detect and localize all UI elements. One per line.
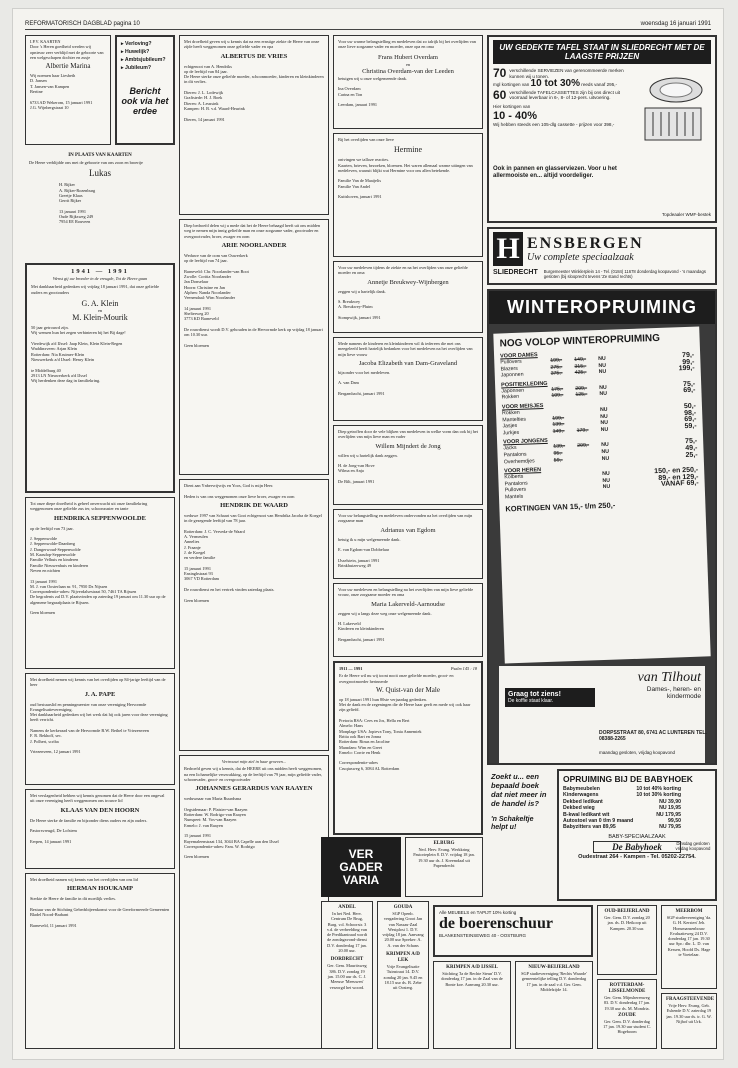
notice-name: HENDRIKA SEPPENWOOLDE <box>54 514 146 522</box>
tafel-line-3: verschillende TAFELCASSETTES zijn bij ons direct uit voorraad leverbaar in 6-, 8- of 12-pers. uitvoering. <box>509 89 620 101</box>
notice-name-2: M. Klein-Mourik <box>72 313 128 323</box>
obituary-de-vries <box>179 35 329 215</box>
notice-text: Diep bedroefd delen wij u mede dat het de Heere behaagd heeft uit ons midden weg te nemen mijn innig geliefde man en onze zorgzame vader, grootvader en overgrootvader, broer, zwager en oom <box>184 223 321 239</box>
item-new-price: 89,- en 129,- <box>658 473 699 482</box>
item-price: NU 39,90 <box>659 798 681 805</box>
notice-name: JOHANNES GERARDUS VAN RAAYEN <box>195 785 313 793</box>
notice-name: Albertie Marina <box>45 62 91 71</box>
meeting-title: GOUDA <box>393 905 413 910</box>
obituary-van-raayen <box>179 755 329 1049</box>
meeting-notice <box>321 901 373 1049</box>
meeting-title: NIEUW-BEIJERLAND <box>528 965 580 970</box>
item-new-price: 50,- <box>683 402 697 411</box>
item-label: Kinderwagens <box>563 792 599 799</box>
header-left: REFORMATORISCH DAGBLAD pagina 10 <box>25 21 140 27</box>
item-old-price-2: 125,- <box>575 391 588 399</box>
notice-tail: 50 jaar getrouwd zijn. Wij wensen hun het zegen verbinteren bij het Bij dage! Vierdewijk a/d IJssel: Jaap Klein, Klein Klein-Regen Waddinxveen: Arjan Klein Rotterdam: Nia Kruimer-Klein Nieuwerkerk a/d IJssel: Henry Klein te Middelburg 40 2913 LN Nieuwerkerk a/d IJssel Wij herdenken deze dag in familiekring. <box>31 325 126 384</box>
item-price: NU 19,95 <box>659 805 681 812</box>
item-new-price: 69,- <box>684 415 697 424</box>
birth-notice-albertie <box>25 35 111 145</box>
notice-and: en <box>405 61 411 67</box>
item-nu: NU <box>600 426 609 433</box>
notice-and: en <box>97 307 103 313</box>
anniversary-years: 1911 — 1991 <box>339 666 363 671</box>
meeting-title: MEERBOM <box>675 909 703 914</box>
item-old-price-2: 209,- <box>575 385 588 392</box>
notice-name: J. A. PAPE <box>84 690 116 698</box>
item-price: 99,50 <box>668 818 681 825</box>
babyhoek-title: OPRUIMING BIJ DE BABYHOEK <box>563 774 693 784</box>
item-old-price-2 <box>579 491 603 498</box>
bericht-ad <box>115 35 175 145</box>
anniversary-klein <box>25 263 175 493</box>
birth-notice-lukas <box>25 149 175 259</box>
meeting-notice <box>661 905 717 989</box>
notice-text: Met droefheid namen wij kennis van het overlijden van ons lid <box>30 877 138 882</box>
item-price: NU 79,95 <box>659 824 681 831</box>
item-label: Mantelties <box>502 416 527 423</box>
tafel-ad <box>487 35 717 223</box>
notice-name-2: Christina Overdam-van der Leeden <box>362 67 454 75</box>
item-label: Dekbed wieg <box>563 805 595 812</box>
meeting-notice <box>661 993 717 1049</box>
item-old-price: 175,- <box>551 386 564 393</box>
meeting-text: Ger. Gem. Mijnsherenweg 83. D.V. donderdag 17 jan. 19.30 uur ds. M. Mondria. <box>603 995 651 1011</box>
notice-text: Voor uw medeleven tijdens de ziekte en na het overlijden van onze geliefde moeder en oma <box>338 265 468 276</box>
notice-name: Hermine <box>394 145 422 155</box>
notice-name: Frans Hubert Overdam <box>378 53 438 61</box>
obituary-seppenwoolde <box>25 497 175 669</box>
item-old-price-2: 209,- <box>577 442 590 450</box>
winter-sections <box>500 347 699 501</box>
item-nu: NU <box>602 484 611 491</box>
hensbergen-address: Burgemeester Winklerplein 14 - Tel. (0184) 11678 donderdag koopavond - 's maandags gesloten (bij slooprecht tevens 'Ze stand rechts) <box>543 269 706 279</box>
bericht-item: ▸ Jubileum? <box>121 65 151 71</box>
notice-text: Voor uw warme belangstelling en medeleven dat zo talrijk bij het overlijden van onze lieve zorgzame vader en moeder, onze opa en oma <box>338 39 476 50</box>
notice-tail: Wij noemen haar Liesbeth D. Jansen T. Jansen-van Kampen Bertine 6733 AD Wekerom, 15 januari 1991 J.G. Wijnbergstraat 10 <box>30 73 93 110</box>
notice-tail: betuig ik u mijn welgemeende dank. E. van Egdom-van Dobbelaar IJsselstein, januari 1991 Brinkhuizerweg 49 <box>338 536 401 569</box>
boerenschuur-ad <box>433 905 593 957</box>
item-nu: NU <box>598 355 606 363</box>
item-new-price: 199,- <box>678 364 695 373</box>
vantilhout-address: DORPSSTRAAT 80, 6741 AC LUNTEREN TEL. 08388-2265 <box>599 730 707 742</box>
item-nu: NU <box>601 455 610 462</box>
notice-tail: weduwnaar van Maria Ruurdsma Oegstdemaar: P. Plaisier-van Raayen Rotterdam: W. Rodrigo-van Raayen Nunspeet: M. Vos-van Raayen Ermelo: J. van Raayen 15 januari 1991 Rayemaleenstraat 134, 3044 BA Capelle aan den IJssel Correspondentie-adres: Fam. W. Rodrigo Geen bloemen <box>184 796 279 860</box>
notice-name: ARIE NOORLANDER <box>221 241 287 249</box>
winter-section-head: VOOR DAMES <box>499 352 538 360</box>
vantilhout-koffie: De koffie staat klaar. <box>508 698 554 704</box>
thanks-hermine <box>333 133 483 257</box>
meeting-text: Stichting 'Ja de Rechte Steun' D.V. donderdag 17 jan. in de Zaal van de Bonte koe. Aanvang 20.30 uur. <box>441 971 503 987</box>
item-old-price-2: 149,- <box>574 356 587 363</box>
notice-tail: Weduwe van de oom van Ouwerkerk op de leeftijd van 74 jaar. Barneveld: Chr. Noorlander-van Boot Zwolle: Coritia Noorlander Jan Donselaar Hoorn: Christine en Jan Alphen: Nanda Noorlander Veenendaal: Wim Noorlander 14 januari 1991 Shelterweg 20 3773 KD Barneveld De rouwdienst wordt D.V. gehouden in de Hervormde kerk op vrijdag 18 januari om 10.30 uur. Geen bloemen <box>184 252 323 348</box>
item-nu: NU <box>599 384 607 391</box>
winter-section-head: VOOR HEREN <box>504 467 542 475</box>
item-price: 10 tot 30% korting <box>636 792 681 799</box>
notice-name: Lukas <box>89 168 111 179</box>
item-label: Rokken <box>501 394 520 401</box>
thanks-overdam <box>333 35 483 129</box>
vantilhout-logo: van Tilhout <box>637 670 701 685</box>
tafel-count-60: 60 <box>493 87 507 102</box>
winter-section-head: POSITIEKLEDING <box>501 380 548 389</box>
item-new-price: 75,- <box>683 380 696 388</box>
babyhoek-spec: BABY-SPECIAALZAAK <box>608 833 666 840</box>
anniversary-quist <box>333 661 483 835</box>
anniversary-verse: Psalm 145 : 18 <box>450 666 477 671</box>
item-label: B-kwal ledikant wit <box>563 811 610 818</box>
header-right: woensdag 16 januari 1991 <box>640 21 711 27</box>
item-nu: NU <box>602 477 611 484</box>
notice-name: ALBERTUS DE VRIES <box>220 52 288 60</box>
meeting-notice <box>405 837 483 897</box>
meeting-title: ELBURG <box>433 841 455 846</box>
item-label: Japonnen <box>501 387 525 395</box>
item-label: Jurkjes <box>502 429 520 437</box>
obituary-hoorn <box>25 789 175 869</box>
item-old-price-2: 315,- <box>574 363 587 370</box>
item-old-price: 139,- <box>552 421 565 428</box>
item-nu: NU <box>598 362 607 369</box>
babyhoek-side: Dinsdag gesloten vrijdag koopavond <box>675 841 711 851</box>
notice-head: IN PLAATS VAN KAARTEN <box>68 153 132 158</box>
zoekt-schakel: 'n Schakeltje helpt u! <box>491 816 534 831</box>
item-old-price: 199,- <box>552 414 565 422</box>
notice-text: Bij het overlijden van onze lieve <box>338 137 394 142</box>
notice-name: HENDRIK DE WAARD <box>220 501 288 509</box>
item-label: Dekbed ledikant <box>563 798 603 805</box>
meeting-title: DORDRECHT <box>330 957 364 963</box>
notice-tail: Sterkte de Heere de familie in dit moeilijk verlies. Bestuur van de Stichting Gebedsbijeenkomst voor de Gereformeerde Gemeenten Bladel Noord-Brabant Barneveld, 11 januari 1991 <box>30 896 170 928</box>
item-new-price: 150,- en 250,- <box>654 466 699 476</box>
vantilhout-graag: Graag tot ziens! <box>508 691 561 698</box>
notice-tail: zeggen wij u hartelijk dank. S. Breukwey A. Breukwey-Pluim Stompwijk, januari 1991 <box>338 288 386 321</box>
tafel-line-4-tail: Wij hebben steeds een 105-dlg cassette - prijzen voor 398,- <box>493 121 615 127</box>
bericht-item: ▸ Verloving? <box>121 41 152 47</box>
notice-text: Voor uw belangstelling en medeleven ondervonden na het overlijden van mijn zorgzame man <box>338 513 473 524</box>
notice-text: Met droefheid nemen wij kennis van het overlijden op 84-jarige leeftijd van de heer <box>30 677 166 688</box>
notice-verse: Vertrouwt mijn ziel in haar groeven... <box>221 759 287 764</box>
notice-text: I.P.V. KAARTEN Door 's Heren goedheid werden wij opnieuw zeer verblijd met de geboorte van een welgeschapen dochter en zusje <box>30 39 104 60</box>
item-label: Pantalons <box>503 451 527 459</box>
item-label: Jacks <box>503 445 517 452</box>
hensbergen-name: ENSBERGEN <box>527 235 644 252</box>
tafel-count-70: 70 <box>493 65 507 80</box>
tafel-product: Topdeaaler WMF-bestek <box>661 212 711 217</box>
babyhoek-logo: De Babyhoek <box>593 841 681 853</box>
notice-name: KLAAS VAN DEN HOORN <box>60 806 140 814</box>
tafel-illustration <box>631 68 711 160</box>
item-old-price: 95,- <box>553 450 563 457</box>
obituary-de-waard <box>179 479 329 751</box>
item-price: NU 179,95 <box>656 811 681 818</box>
item-label: Autostoel van 0 t/m 9 maand <box>563 818 634 825</box>
hensbergen-city: SLIEDRECHT <box>493 269 538 276</box>
tafel-line-4: Hier kortingen van <box>493 103 531 109</box>
winter-subhead: NOG VOLOP WINTEROPRUIMING <box>499 332 661 350</box>
item-nu: NU <box>600 419 609 427</box>
meeting-title: KRIMPEN A/D IJSSEL <box>446 965 498 970</box>
vantilhout-note: maandag gesloten, vrijdag koopavond <box>599 750 676 755</box>
notice-tail: echtgenoot van A. Hendriks op de leeftijd van 84 jaar. De Heere sterke onze geliefde moeder, schoonmoeder, kinderen en kleinkinderen in dit verlies. Dieren: J. L. Lodewijk Graftstede: H. J. Boek Dieren: A. Leussink Kampen: H. B. v.d. Waard-Heurink Dieren, 14 januari 1991 <box>184 63 324 122</box>
item-label: Babymeubelen <box>563 786 600 792</box>
meeting-text: Vrije Evangelisatie Tuinstraat 14. D.V. zondag 20 jan. 9.45 en 18.15 uur ds. B. Zebe uit Oosterg. <box>383 964 423 991</box>
item-label: Overhemdjes <box>503 457 535 465</box>
bericht-slogan: Bericht ook via het erdee <box>121 86 169 116</box>
tafel-line-2-big: 10 tot 30% <box>530 78 581 90</box>
notice-tail: weduwe 1997 van Schaart van Gooi echtgenoot van Hendrika Jacoba de Koegel in de gezegende leeftijd van 78 jaar. Rotterdam: J. C. Verveda-de Waard A. Vermeulen Annelies J. Fraanje J. de Koegel en verdere familie 15 januari 1991 Ensinghstraat 93 3067 VD Rotterdam De rouwdienst en het vertrek vinden zaterdag plaats. Geen bloemen <box>184 512 322 603</box>
tafel-bottom: Ook in pannen en glasserviezen. Voor u het allermooiste en... altijd voordeliger. <box>493 166 617 179</box>
item-old-price-2 <box>578 456 602 463</box>
zoekt-ad <box>487 769 553 901</box>
thanks-lakerveld <box>333 583 483 657</box>
notice-text: Tot onze diepe droefheid is geheel onverwacht uit onze familiekring weggenomen onze geliefde zus ter, schoonzuster en tante <box>30 501 148 512</box>
item-label: Jasjes <box>502 423 518 430</box>
cutlery-icon <box>631 68 711 160</box>
item-nu: NU <box>601 442 609 449</box>
notice-name: HERMAN HOUKAMP <box>67 885 133 893</box>
item-new-price: 49,- <box>685 444 698 452</box>
babyhoek-address: Oudestraat 264 - Kampen - Tel. 05202-22754. <box>578 853 696 860</box>
notice-tail: oud bestuurslid en penningmeester van onze vereniging Hervormde Evangelisatievereniging. Met dankbaarheid gedenken wij het werk dat hij ook jaren voor deze vereniging heeft verricht. Namens de kerkeraad van de Hervormde B.W. Bethel te Vriezenveen F. R. Bekhoff, sec. J. Polhert, scriba Vriezenveen, 12 januari 1991 <box>30 701 168 755</box>
bericht-item: ▸ Ambtsjubileum? <box>121 57 166 63</box>
boerenschuur-address: BLANKENSTEINSEWEG 40 - OOSTBURG <box>439 933 527 938</box>
item-label: Pullovers <box>504 486 527 494</box>
meeting-notice <box>515 961 593 1049</box>
item-old-price: 59,- <box>553 456 563 464</box>
notice-tail: bijzonder voor het medeleven. A. van Dam Bergambacht, januari 1991 <box>338 369 391 397</box>
notice-name: Maria Lakerveld-Aarnoudse <box>371 600 445 608</box>
boerenschuur-small: Alle MEUBELS en TAPIJT 10% korting <box>439 910 517 915</box>
notice-text: Bedroefd geven wij u kennis, dat de HEERE uit ons midden heeft weggenomen, na een lichamelijke verzwakking, op de leeftijd van 79 jaar, mijn geliefde vader, schoonvader, groot- en overgrootvader <box>184 766 323 782</box>
meeting-title: ZOUDE <box>618 1012 636 1018</box>
item-price: 10 tot 40% korting <box>636 786 681 792</box>
item-old-price: 199,- <box>550 357 563 364</box>
notice-text: Met dankbaarheid gedenken wij vrijdag 18 januari 1991, dat onze geliefde ouders en grootouders <box>31 284 160 295</box>
notice-tail: ontvingen we talloze reacties. Kaarten, brieven, bezoeken, bloemen. Het waren allemaal warme uitingen van medeleven, waaruit blijkt wat Hermine voor ons allen betekende. Familie Van de Maaijelis Familie Van Andel Kuttshoven, januari 1991 <box>338 157 473 200</box>
anniversary-verse: Wenst gij uw broeder in de vreugde, Tot de Heere gaan <box>52 276 148 281</box>
notice-tail: op 18 januari 1991 hun 80ste verjaardag gedenken. Met de dank en de zegeningen die de Heere haar geeft en mede wij ook haar zijn geliefd. Pretoria RSA: Cees en Jos, Hella en Bert Almelo: Hans Monplage USA: Jopieva Tony, Tonia Annemiek Britta ook Bart en Jonna Rotterdam: Rinus en Jacoline Maasdam: Wim en Greet Ermelo: Corrie en Henk Correspondentie-adres Cruqiusweg 6, 3084 AL Rotterdam <box>339 696 471 771</box>
obituary-houkamp <box>25 873 175 1049</box>
item-new-price <box>619 488 699 497</box>
item-label: Babyzitters van 89,95 <box>563 824 616 831</box>
item-nu: NU <box>600 413 608 420</box>
item-old-price-2: 425,- <box>574 369 587 377</box>
notice-name: Adrianus van Egdom <box>380 526 436 534</box>
notice-tail: willen wij u hartelijk dank zeggen. H. de Jong-van Hove Wilma en Anja De Bilt, januari 1991 <box>338 452 398 485</box>
item-nu <box>603 490 619 497</box>
zoekt-title: Zoekt u... een bepaald boek dat niet meer in de handel is? <box>491 772 547 808</box>
tafel-title: UW GEDEKTE TAFEL STAAT IN SLIEDRECHT MET DE LAAGSTE PRIJZEN <box>493 40 711 64</box>
item-old-price <box>555 492 579 499</box>
item-nu: NU <box>599 391 608 398</box>
notice-text: Diep getroffen door de vele blijken van medeleven in welke vorm dan ook bij het overlijden van mijn lieve man en vader <box>338 429 479 440</box>
notice-tail: zeggen wij u langs deze weg onze welgemeende dank. H. Lakerveld Kinderen en kleinkinderen Bergambacht, januari 1991 <box>338 610 432 643</box>
tafel-line-4-big: 10 - 40% <box>493 109 538 122</box>
page-header <box>25 21 711 30</box>
item-label: Blazers <box>500 365 518 373</box>
notice-text: Met droefheid geven wij u kennis dat na een ernstige ziekte de Heere van onze zijde heeft weggenomen onze geliefde vader en opa <box>184 39 320 50</box>
meeting-text: Ger. Gem. D.V. donderdag 17 jan. 19.30 uur student C. Hogeboom <box>603 1018 651 1035</box>
winter-section-head: VOOR JONGENS <box>503 438 548 446</box>
meeting-title: ANDEL <box>338 905 356 910</box>
hensbergen-ad <box>487 227 717 285</box>
item-new-price: 98,- <box>684 409 697 417</box>
notice-tail: De Heere sterke de familie en bijzonder diens ouders en zijn ouders. Pastorsvreugd, De Lofstem Eerpen, 14 januari 1991 <box>30 817 148 844</box>
meeting-title: FRAAGSTEEVENDE <box>666 997 715 1002</box>
item-label: Rokken <box>501 409 520 417</box>
item-nu: NU <box>601 448 610 455</box>
item-nu: NU <box>602 470 610 478</box>
bericht-item: ▸ Huwelijk? <box>121 49 150 55</box>
winter-section-head: VOOR MEISJES <box>501 402 544 411</box>
meeting-notice <box>377 901 429 1049</box>
anniversary-years: 1941 — 1991 <box>71 268 129 275</box>
item-label: Kolberts <box>504 473 524 481</box>
notice-text: Dient aan Ynbervrijvrijs en Yoos, God is mijn Heer. Heden is van ons weggenomen onze lieve broer, zwager en oom <box>184 483 295 499</box>
notice-text: Mede namens de kinderen en kleinkinderen wil ik iedereen die met ons meegeleefd heeft hartelijk bedanken voor het medeleven na het overlijden van mijn lieve vrouw <box>338 341 473 357</box>
winteropruiming-ad <box>487 289 717 765</box>
meeting-notice <box>433 961 511 1049</box>
item-new-price: 75,- <box>685 437 698 446</box>
winter-headline: WINTEROPRUIMING <box>489 291 715 324</box>
newspaper-page <box>12 8 724 1060</box>
babyhoek-items <box>563 786 681 831</box>
thanks-van-egdom <box>333 509 483 579</box>
item-old-price: 149,- <box>552 428 565 435</box>
tafel-line-2-tail: reeds vanaf 295,- <box>581 82 618 88</box>
item-nu: NU <box>598 368 607 376</box>
item-old-price-2: 179,- <box>576 427 589 434</box>
meeting-notice <box>597 979 657 1049</box>
notice-text: Voor uw medeleven en belangstelling na het overlijden van mijn lieve geliefde vrouw, onze zorgzame moeder en oma <box>338 587 474 598</box>
meeting-title: OUD-BEIJERLAND <box>604 909 650 914</box>
item-new-price: VANAF 69,- <box>660 479 699 489</box>
notice-text: Er de Heere wil nu wij toont nooit onze geliefde moeder, groot- en overgrootmoeder herinnerde <box>339 673 454 684</box>
item-new-price: 59,- <box>684 422 697 430</box>
vergader-varia-banner <box>321 837 401 897</box>
babyhoek-item <box>563 824 681 830</box>
meeting-text: SGP studievereniging 'da. G. H. Kersten' Jeh. Honsmansenbouw Evaluatieweg 24 D.V. donderdag 17 jan. 19.30 uur Spr.: dhr. L. D. van Kessen, Hoofd Ds. Hage te Voetelaar. <box>666 915 712 958</box>
hensbergen-slogan: Uw complete speciaalzaak <box>527 252 634 263</box>
item-new-price: 69,- <box>683 387 696 395</box>
item-label: Pullovers <box>500 358 522 366</box>
item-label: Japonnen <box>500 371 524 379</box>
notice-tail: op de leeftijd van 73 jaar. J. Seppenwolde J. Seppenwolde-Daanberg J. Dangerwoud-Seppenwolde M. Kaasdop-Seppenwolde Familie Velhuis en kinderen Familie Nieuwenhuis en kinderen Neven en nichten 13 januari 1991 M. J. van Oosterlaan nr. 91, 7950 Dz Nijssen Correspondentie-adres: Nijverdalsestraat 50, 7461 TA Rijssen De begrafenis zal D.V. plaatsvinden op zaterdag 19 januari om 11.30 uur op de algemene begraafplaats te Rijssen. Geen bloemen <box>30 525 166 616</box>
meeting-title: KRIMPEN A/D LEK <box>386 952 420 964</box>
notice-text: De Heere verblijdde ons met de geboorte van ons zoon en broertje <box>29 160 143 165</box>
meeting-text: SGP studievereniging 'Rechts Waarde' gemeentelijke telling D.V. donderdag 17 jan. in de zaal v.d. Ger. Gem. Middelzijde 14. <box>521 971 587 992</box>
vergader-varia-title: VER GADER VARIA <box>339 846 383 887</box>
meeting-text: In het Ned. Herv. Centrum De Brug, Burg. v.d. Schoorstr. 3 v.d. de verbeelding van de Predikantraad wordt de zondagavond-dienst D.V. donderdag 17 jan. 20.00 uur. <box>326 911 368 954</box>
item-new-price: 25,- <box>685 451 698 459</box>
item-label: Mantels <box>504 493 524 501</box>
notice-tail: H. Rijker A. Rijker-Rozenburg Greetje Klaas Gerrit Rijker 13 januari 1991 Oude Rijksweg 249 7954 EE Rouveen <box>59 182 96 225</box>
item-old-price: 375,- <box>550 370 563 377</box>
notice-name: Annetje Breukwey-Wijnbergen <box>367 278 449 286</box>
item-label: Pantalons <box>504 480 528 488</box>
meeting-text: Ger. Gem. D.V. zondag 20 jan. ds. D. Heikoop uit Kampen. 20.30 uur. <box>604 915 650 931</box>
notice-name: G. A. Klein <box>81 298 119 308</box>
item-old-price: 275,- <box>550 363 563 371</box>
thanks-van-dam <box>333 337 483 421</box>
meeting-notice <box>597 905 657 975</box>
thanks-breukwey <box>333 261 483 333</box>
notice-tail: betuigen wij u onze welgemeende dank. Ina Overdam Carina en Ton Leerdam, januari 1991 <box>338 75 407 108</box>
tafel-line-1: verschillende SERVIEZEN van gerenommeerde merken kunnen wij u tonen. <box>509 68 624 79</box>
notice-name: Jacoba Elizabeth van Dam-Graveland <box>358 359 458 367</box>
obituary-noorlander <box>179 219 329 475</box>
obituary-pape <box>25 673 175 785</box>
vantilhout-dames: Dames-, heren- en kindermode <box>646 686 701 700</box>
hensbergen-initial: H <box>493 232 523 266</box>
meeting-title: ROTTERDAM-LISSELMONDE <box>608 983 646 994</box>
notice-text: Met verslagenheid hebben wij kennis genomen dat de Heere door een ongeval uit onze vereniging heeft weggenomen ons trouwe lid <box>30 793 165 804</box>
item-new-price: 99,- <box>682 358 695 366</box>
item-old-price: 139,- <box>553 443 566 451</box>
boerenschuur-title: de boerenschuur <box>439 915 553 932</box>
item-nu: NU <box>599 406 608 413</box>
winter-kortingen: KORTINGEN VAN 15,- t/m 250,- <box>505 500 616 513</box>
meeting-text: SGP Openb. vergadering Groot Jan van Nassau-Zaal Westplosi 1. D.V. vrijdag 18 jan. Aanvang 20.00 uur Spreker: A. A. van der Schans <box>382 911 424 948</box>
meeting-text: Vrije Herv. Evang. Geb. Eshende D.V. zaterdag 19 jan. 19.30 uur ds. ir. G. W. Nijhof uit Urk. <box>666 1003 712 1024</box>
thanks-de-jong <box>333 425 483 505</box>
item-old-price: 109,- <box>551 392 564 400</box>
meeting-text: Ger. Gem. Mauritsweg 386. D.V. zondag 19 jan. 15.00 uur ds. C. J. Meeuse 'Meeuwen' verzorgd het woord. <box>327 963 367 990</box>
item-new-price: 79,- <box>681 351 695 360</box>
meeting-text: Ned. Herv. Evang. Werkkring Pastorieplein 8. D.V. vrijdag 18 jan. 19.30 uur ds. J. Kreemdaal uit Papendrecht <box>413 847 475 868</box>
notice-name: W. Quist-van der Male <box>376 685 440 694</box>
babyhoek-ad <box>557 769 717 901</box>
tafel-line-2: mgl kortingen van <box>493 82 530 88</box>
notice-name: Willem Mijndert de Jong <box>375 442 441 450</box>
